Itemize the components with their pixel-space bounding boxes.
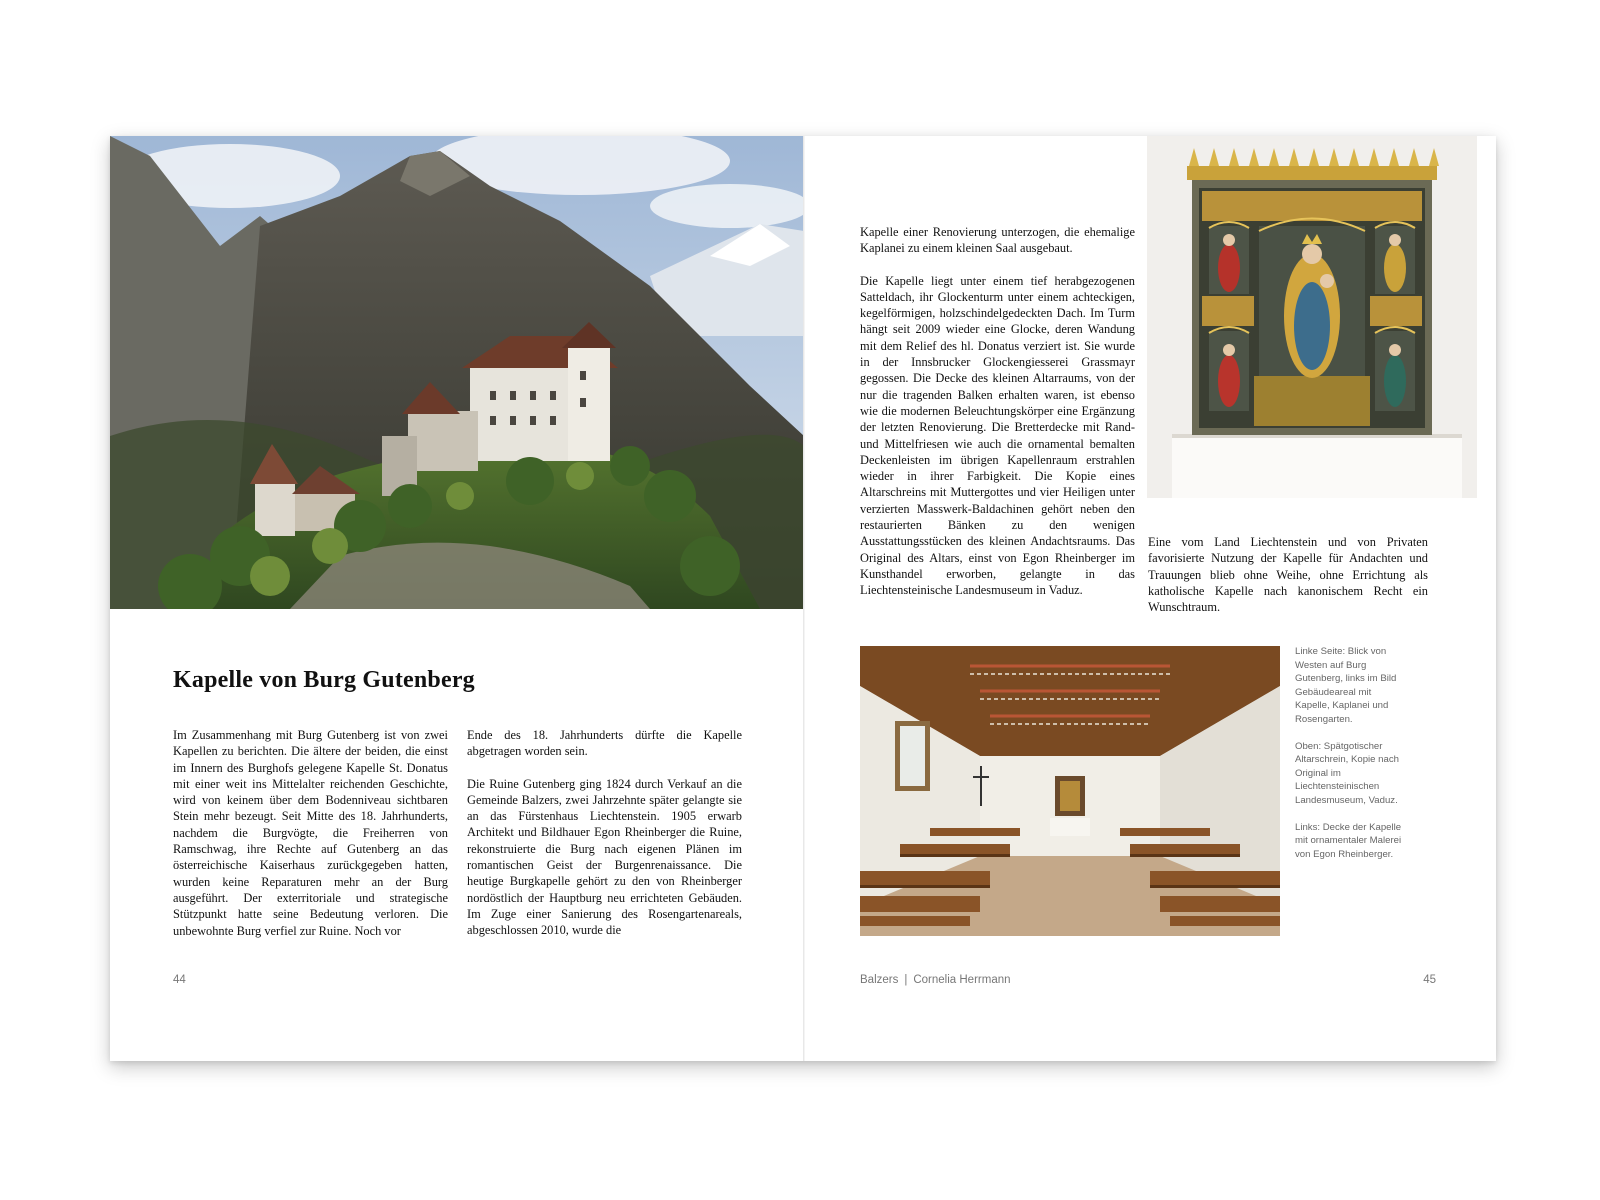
paragraph: Die Ruine Gutenberg ging 1824 durch Verkauf an die Gemeinde Balzers, zwei Jahrzehnte später gelangte sie an das Fürstenhaus Liechtenstein. 1905 erwarb Architekt und Bildhauer Egon Rheinberger die Ruine, rekonstruierte die Burg nach eigenen Plänen im romantischen Geist der Burgenrenaissance. Die heutige Burgkapelle gehört zu den von Rheinberger nordöstlich der Hauptburg neu errichteten Gebäuden. Im Zuge einer Sanierung des Rosengartenareals, abgeschlossen 2010, wurde die	[467, 776, 742, 938]
running-head-place: Balzers	[860, 974, 899, 986]
running-head-author: Cornelia Herrmann	[913, 974, 1011, 986]
caption-left: Links: Decke der Kapelle mit ornamentaler Malerei von Egon Rheinberger.	[1295, 821, 1402, 860]
castle-photo	[110, 136, 804, 609]
right-page	[805, 136, 1496, 1061]
caption-left-page: Linke Seite: Blick von Westen auf Burg Gutenberg, links im Bild Gebäudeareal mit Kapelle, Kaplanei und Rosengarten.	[1295, 646, 1397, 725]
right-text-column-1	[860, 224, 1135, 615]
caption-top: Oben: Spätgotischer Altarschrein, Kopie nach Original im Liechtensteinischen Landesmuseum, Vaduz.	[1295, 740, 1399, 806]
right-text-column-2	[1148, 534, 1428, 631]
left-page	[110, 136, 804, 1061]
page-number-right: 45	[1423, 974, 1436, 986]
chapel-interior-photo	[860, 646, 1280, 936]
paragraph: Die Kapelle liegt unter einem tief herabgezogenen Satteldach, ihr Glockenturm unter einem achteckigen, kegelförmigen, holzschindelgedeckten Dach. Im Turm hängt seit 2009 wieder eine Glocke, deren Wandung mit dem Relief des hl. Donatus verziert ist. Sie wurde in der Innsbrucker Glockengiesserei Grassmayr gegossen. Die Decke des kleinen Altarraums, von der nur die tragenden Balken erhalten waren, ist ebenso wie die modernen Beleuchtungskörper eine Ergänzung der letzten Renovierung. Die Bretterdecke mit Rand- und Mittelfriesen wie auch die ornamental bemalten Deckenleisten im übrigen Kapellenraum erstrahlen wieder in ihrer Farbigkeit. Die Kopie eines Altarschreins mit Muttergottes und vier Heiligen unter verzierten Masswerk-Baldachinen gehört neben den restaurierten Bänken zu den wenigen Ausstattungsstücken des kleinen Andachtsraums. Das Original des Altars, einst von Egon Rheinberger im Kunsthandel erworben, gelangte in das Liechtensteinische Landesmuseum in Vaduz.	[860, 273, 1135, 598]
altar-shrine-photo	[1147, 136, 1477, 498]
article-heading: Kapelle von Burg Gutenberg	[173, 667, 475, 693]
page-number-left: 44	[173, 974, 186, 986]
running-head	[860, 974, 1011, 986]
paragraph: Im Zusammenhang mit Burg Gutenberg ist von zwei Kapellen zu berichten. Die ältere der beiden, die einst im Innern des Burghofs gelegene Kapelle St. Donatus mit einer weit ins Mittelalter reichenden Geschichte, wird von keinem über dem Bodenniveau sichtbaren Stein mehr bezeugt. Seit Mitte des 18. Jahrhunderts, nachdem die Burgvögte, die Freiherren von Ramschwag, ihre Rechte auf Gutenberg an das österreichische Kaiserhaus zurückgegeben hatten, wurden keine Reparaturen mehr an der Burg ausgeführt. Der exterritoriale und strategische Stützpunkt hatte seine Bedeutung verloren. Die unbewohnte Burg verfiel zur Ruine. Noch vor	[173, 728, 448, 938]
paragraph: Kapelle einer Renovierung unterzogen, die ehemalige Kaplanei zu einem kleinen Saal ausgebaut.	[860, 225, 1135, 256]
paragraph: Ende des 18. Jahrhunderts dürfte die Kapelle abgetragen worden sein.	[467, 728, 742, 759]
photo-captions	[1295, 645, 1405, 874]
left-text-column-2	[467, 727, 742, 955]
running-head-separator: |	[904, 974, 908, 986]
paragraph: Eine vom Land Liechtenstein und von Privaten favorisierte Nutzung der Kapelle für Andachten und Trauungen blieb ohne Weihe, ohne Errichtung als katholische Kapelle nach kanonischem Recht ein Wunschtraum.	[1148, 535, 1428, 615]
left-text-column-1	[173, 727, 448, 955]
book-spread	[110, 136, 1496, 1061]
